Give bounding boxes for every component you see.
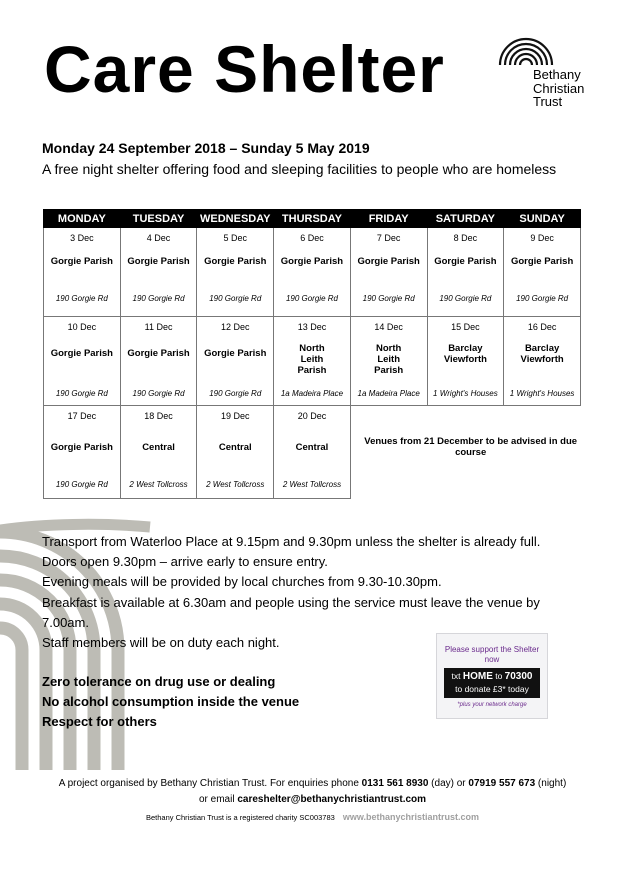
info-line: Evening meals will be provided by local churches from 9.30-10.30pm. xyxy=(42,574,442,590)
cell-address: 190 Gorgie Rd xyxy=(362,294,415,303)
cell-address: 190 Gorgie Rd xyxy=(55,294,108,303)
donation-keyword: HOME xyxy=(462,671,493,682)
cell-venue: Gorgie Parish xyxy=(50,348,113,359)
cell-venue: Gorgie Parish xyxy=(357,256,420,267)
email-link[interactable]: careshelter@bethanychristiantrust.com xyxy=(237,794,427,805)
cell-address: 190 Gorgie Rd xyxy=(132,294,185,303)
cell-date: 6 Dec xyxy=(300,233,324,243)
donation-prompt: Please support the Shelter now xyxy=(444,645,540,664)
cell-address: 190 Gorgie Rd xyxy=(55,389,108,398)
schedule-cell xyxy=(197,228,274,317)
cell-date: 17 Dec xyxy=(67,411,97,421)
cell-address: 2 West Tollcross xyxy=(282,480,342,489)
day-header: TUESDAY xyxy=(120,210,197,228)
cell-address: 2 West Tollcross xyxy=(206,480,265,489)
contact-footer xyxy=(0,776,625,808)
arc-top-1 xyxy=(0,524,150,530)
schedule-cell xyxy=(120,317,197,406)
cell-address: 190 Gorgie Rd xyxy=(55,480,108,489)
network-charge-note: *plus your network charge xyxy=(457,702,527,708)
cell-date: 19 Dec xyxy=(220,411,250,421)
cell-address: 190 Gorgie Rd xyxy=(209,389,262,398)
schedule-cell xyxy=(274,406,351,499)
schedule-cell xyxy=(504,317,581,406)
cell-date: 12 Dec xyxy=(220,322,250,332)
venues-tba-cell xyxy=(350,406,580,499)
cell-venue: Central xyxy=(142,442,175,453)
phone-night: 07919 557 673 xyxy=(468,778,536,789)
cell-venue: Central xyxy=(218,442,252,453)
website-link[interactable]: www.bethanychristiantrust.com xyxy=(342,812,480,822)
cell-venue: Gorgie Parish xyxy=(434,256,497,267)
cell-date: 13 Dec xyxy=(297,322,327,332)
schedule-cell xyxy=(427,317,504,406)
to-label: to xyxy=(492,671,505,681)
cell-address: 1a Madeira Place xyxy=(357,389,420,398)
charity-footer xyxy=(0,812,625,822)
shelter-dates: Monday 24 September 2018 – Sunday 5 May 2019 xyxy=(42,140,370,156)
cell-venue: Barclay Viewforth xyxy=(520,343,564,365)
email-prefix: or email xyxy=(198,794,238,805)
cell-venue: Gorgie Parish xyxy=(50,442,113,453)
donation-line-1 xyxy=(444,670,540,683)
day-header: SUNDAY xyxy=(504,210,581,228)
cell-venue: Gorgie Parish xyxy=(50,256,113,267)
cell-address: 2 West Tollcross xyxy=(129,480,188,489)
cell-address: 190 Gorgie Rd xyxy=(209,294,262,303)
schedule-cell xyxy=(44,406,121,499)
contact-line xyxy=(0,776,625,792)
info-line: Doors open 9.30pm – arrive early to ensure entry. xyxy=(42,554,328,570)
cell-address: 190 Gorgie Rd xyxy=(439,294,492,303)
cell-venue: Central xyxy=(295,442,329,453)
schedule-week-row xyxy=(44,228,581,317)
rule-line: Respect for others xyxy=(42,714,157,729)
logo-line: Trust xyxy=(533,94,563,109)
shelter-rules xyxy=(42,672,299,732)
rule-line: No alcohol consumption inside the venue xyxy=(42,694,300,709)
cell-venue: Barclay Viewforth xyxy=(443,343,487,365)
arc-5 xyxy=(0,628,22,770)
bethany-logo-icon xyxy=(497,31,555,67)
night-label: (night) xyxy=(535,778,567,789)
rule-line: Zero tolerance on drug use or dealing xyxy=(42,674,276,689)
cell-date: 14 Dec xyxy=(374,322,403,332)
schedule-cell xyxy=(44,228,121,317)
cell-address: 1a Madeira Place xyxy=(280,389,344,398)
info-line: Breakfast is available at 6.30am and people using the service must leave the venue by 7.00am. xyxy=(42,594,540,630)
day-header: THURSDAY xyxy=(274,210,351,228)
day-header: FRIDAY xyxy=(350,210,427,228)
schedule-header-row xyxy=(44,210,581,228)
logo-line: Bethany xyxy=(533,67,581,82)
info-line: Staff members will be on duty each night. xyxy=(42,635,280,651)
cell-date: 11 Dec xyxy=(144,322,173,332)
donation-number: 70300 xyxy=(504,671,533,682)
cell-date: 3 Dec xyxy=(70,233,94,243)
schedule-cell xyxy=(350,317,427,406)
cell-address: 190 Gorgie Rd xyxy=(285,294,338,303)
cell-venue: Gorgie Parish xyxy=(204,348,267,359)
logo-wordmark xyxy=(533,68,584,109)
cell-address: 190 Gorgie Rd xyxy=(132,389,185,398)
donation-instruction xyxy=(444,668,540,698)
cell-address: 190 Gorgie Rd xyxy=(516,294,569,303)
cell-date: 7 Dec xyxy=(376,233,401,243)
cell-date: 8 Dec xyxy=(453,233,478,243)
phone-day: 0131 561 8930 xyxy=(361,778,429,789)
cell-venue: North Leith Parish xyxy=(297,343,327,376)
cell-address: 1 Wright's Houses xyxy=(509,389,575,398)
cell-venue: Gorgie Parish xyxy=(127,256,190,267)
cell-date: 18 Dec xyxy=(144,411,173,421)
cell-date: 10 Dec xyxy=(67,322,97,332)
cell-date: 9 Dec xyxy=(530,233,554,243)
schedule-cell xyxy=(427,228,504,317)
schedule-cell xyxy=(350,228,427,317)
page-title: Care Shelter xyxy=(44,32,445,106)
schedule-cell xyxy=(197,317,274,406)
cell-venue: Gorgie Parish xyxy=(280,256,344,267)
day-label: (day) or xyxy=(428,778,469,789)
day-header: SATURDAY xyxy=(427,210,504,228)
schedule-cell xyxy=(504,228,581,317)
schedule-cell xyxy=(120,228,197,317)
cell-date: 4 Dec xyxy=(146,233,171,243)
day-header: WEDNESDAY xyxy=(197,210,274,228)
cell-venue: North Leith Parish xyxy=(374,343,404,376)
cell-date: 20 Dec xyxy=(297,411,327,421)
email-line xyxy=(0,792,625,808)
venues-tba-note: Venues from 21 December to be advised in due course xyxy=(364,436,578,458)
schedule-cell xyxy=(274,317,351,406)
schedule-week-row xyxy=(44,317,581,406)
info-line: Transport from Waterloo Place at 9.15pm and 9.30pm unless the shelter is already full. xyxy=(42,534,541,549)
logo-line: Christian xyxy=(533,80,585,96)
day-header: MONDAY xyxy=(44,210,121,228)
cell-address: 1 Wright's Houses xyxy=(433,389,498,398)
schedule-cell xyxy=(44,317,121,406)
schedule-table xyxy=(43,209,581,499)
schedule-cell xyxy=(197,406,274,499)
schedule-cell xyxy=(120,406,197,499)
donation-line-2: to donate £3* today xyxy=(455,684,529,694)
cell-date: 15 Dec xyxy=(451,322,480,332)
schedule-week-row xyxy=(44,406,581,499)
text-donation-box xyxy=(436,633,548,719)
contact-intro: A project organised by Bethany Christian Trust. For enquiries phone xyxy=(58,778,362,789)
cell-venue: Gorgie Parish xyxy=(204,256,267,267)
cell-venue: Gorgie Parish xyxy=(510,256,574,267)
schedule-cell xyxy=(274,228,351,317)
cell-date: 5 Dec xyxy=(223,233,248,243)
cell-venue: Gorgie Parish xyxy=(127,348,190,359)
txt-label: txt xyxy=(451,671,463,681)
charity-number: Bethany Christian Trust is a registered charity SC003783 xyxy=(145,813,335,822)
shelter-description: A free night shelter offering food and sleeping facilities to people who are homeless xyxy=(42,161,557,177)
cell-date: 16 Dec xyxy=(527,322,557,332)
